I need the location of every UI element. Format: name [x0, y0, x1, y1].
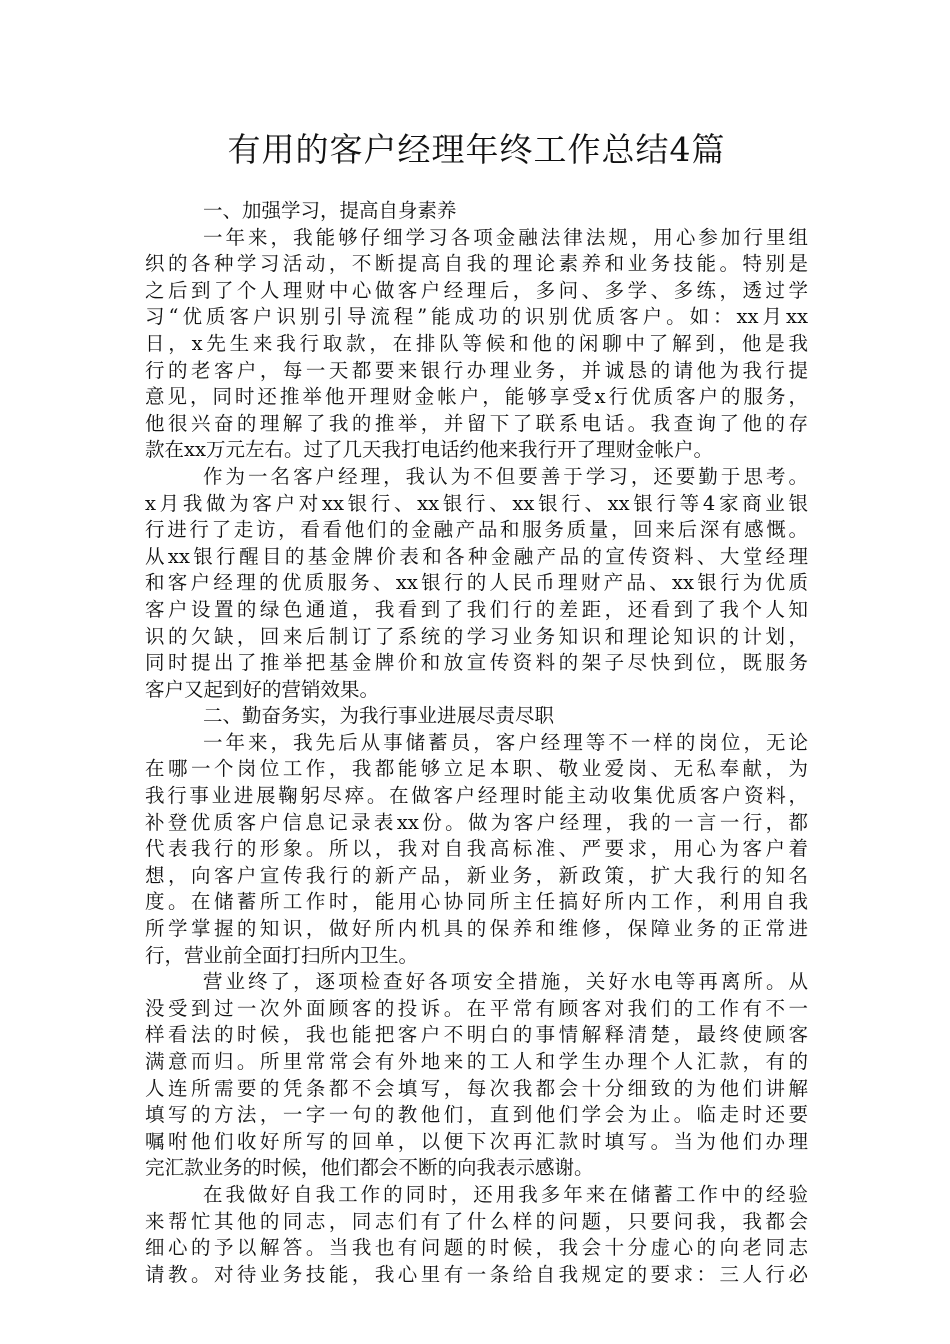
text-line: 一年来，我能够仔细学习各项金融法律法规，用心参加行里组	[203, 225, 808, 249]
text-line: 织的各种学习活动，不断提高自我的理论素养和业务技能。特别是	[145, 252, 808, 276]
document-title: 有用的客户经理年终工作总结4篇	[227, 130, 726, 169]
text-line: 习“优质客户识别引导流程”能成功的识别优质客户。如：xx月xx	[145, 305, 808, 329]
text-line: 填写的方法，一字一句的教他们，直到他们学会为止。临走时还要	[145, 1103, 808, 1127]
document-body	[145, 198, 808, 1288]
text-line: 款在xx万元左右。过了几天我打电话约他来我行开了理财金帐户。	[145, 438, 713, 462]
text-line: 同时提出了推举把基金牌价和放宣传资料的架子尽快到位，既服务	[145, 651, 808, 675]
text-line: 补登优质客户信息记录表xx份。做为客户经理，我的一言一行，都	[145, 810, 808, 834]
text-line: 请教。对待业务技能，我心里有一条给自我规定的要求：三人行必	[145, 1262, 808, 1286]
text-line: 营业终了，逐项检查好各项安全措施，关好水电等再离所。从	[203, 970, 808, 994]
text-line: 行，营业前全面打扫所内卫生。	[145, 943, 419, 967]
text-line: 二、勤奋务实，为我行事业进展尽责尽职	[203, 704, 555, 728]
text-line: 代表我行的形象。所以，我对自我高标准、严要求，用心为客户着	[145, 837, 808, 861]
text-line: 一年来，我先后从事储蓄员，客户经理等不一样的岗位，无论	[203, 730, 808, 754]
text-line: 日，x先生来我行取款，在排队等候和他的闲聊中了解到，他是我	[145, 331, 808, 355]
text-line: 满意而归。所里常常会有外地来的工人和学生办理个人汇款，有的	[145, 1050, 808, 1073]
text-line: 一、加强学习，提高自身素养	[203, 199, 457, 222]
text-line: 在哪一个岗位工作，我都能够立足本职、敬业爱岗、无私奉献，为	[145, 757, 808, 781]
text-line: 他很兴奋的理解了我的推举，并留下了联系电话。我查询了他的存	[145, 411, 808, 435]
text-line: 从xx银行醒目的基金牌价表和各种金融产品的宣传资料、大堂经理	[145, 544, 808, 568]
text-line: 识的欠缺，回来后制订了系统的学习业务知识和理论知识的计划，	[145, 624, 808, 648]
text-line: 客户设置的绿色通道，我看到了我们行的差距，还看到了我个人知	[145, 597, 808, 621]
text-line: 意见，同时还推举他开理财金帐户，能够享受x行优质客户的服务，	[145, 385, 808, 409]
text-line: 想，向客户宣传我行的新产品，新业务，新政策，扩大我行的知名	[145, 863, 808, 887]
text-line: 没受到过一次外面顾客的投诉。在平常有顾客对我们的工作有不一	[145, 996, 808, 1020]
text-line: 和客户经理的优质服务、xx银行的人民币理财产品、xx银行为优质	[145, 571, 808, 595]
text-line: x月我做为客户对xx银行、xx银行、xx银行、xx银行等4家商业银	[145, 491, 808, 515]
text-line: 完汇款业务的时候，他们都会不断的向我表示感谢。	[145, 1156, 594, 1180]
text-line: 所学掌握的知识，做好所内机具的保养和维修，保障业务的正常进	[145, 917, 808, 941]
text-line: 作为一名客户经理，我认为不但要善于学习，还要勤于思考。	[203, 464, 808, 488]
text-line: 样看法的时候，我也能把客户不明白的事情解释清楚，最终使顾客	[145, 1023, 808, 1047]
text-line: 人连所需要的凭条都不会填写，每次我都会十分细致的为他们讲解	[145, 1076, 808, 1100]
text-line: 行的老客户，每一天都要来银行办理业务，并诚恳的请他为我行提	[145, 358, 808, 382]
text-line: 之后到了个人理财中心做客户经理后，多问、多学、多练，透过学	[145, 278, 808, 302]
text-line: 度。在储蓄所工作时，能用心协同所主任搞好所内工作，利用自我	[145, 890, 808, 914]
text-line: 行进行了走访，看看他们的金融产品和服务质量，回来后深有感慨。	[145, 518, 808, 542]
text-line: 来帮忙其他的同志，同志们有了什么样的问题，只要问我，我都会	[145, 1209, 808, 1233]
document-page	[145, 0, 808, 1344]
text-line: 嘱咐他们收好所写的回单，以便下次再汇款时填写。当为他们办理	[145, 1129, 808, 1153]
text-line: 细心的予以解答。当我也有问题的时候，我会十分虚心的向老同志	[145, 1236, 808, 1260]
text-line: 客户又起到好的营销效果。	[145, 677, 380, 701]
text-line: 我行事业进展鞠躬尽瘁。在做客户经理时能主动收集优质客户资料，	[145, 784, 808, 808]
text-line: 在我做好自我工作的同时，还用我多年来在储蓄工作中的经验	[203, 1182, 808, 1206]
